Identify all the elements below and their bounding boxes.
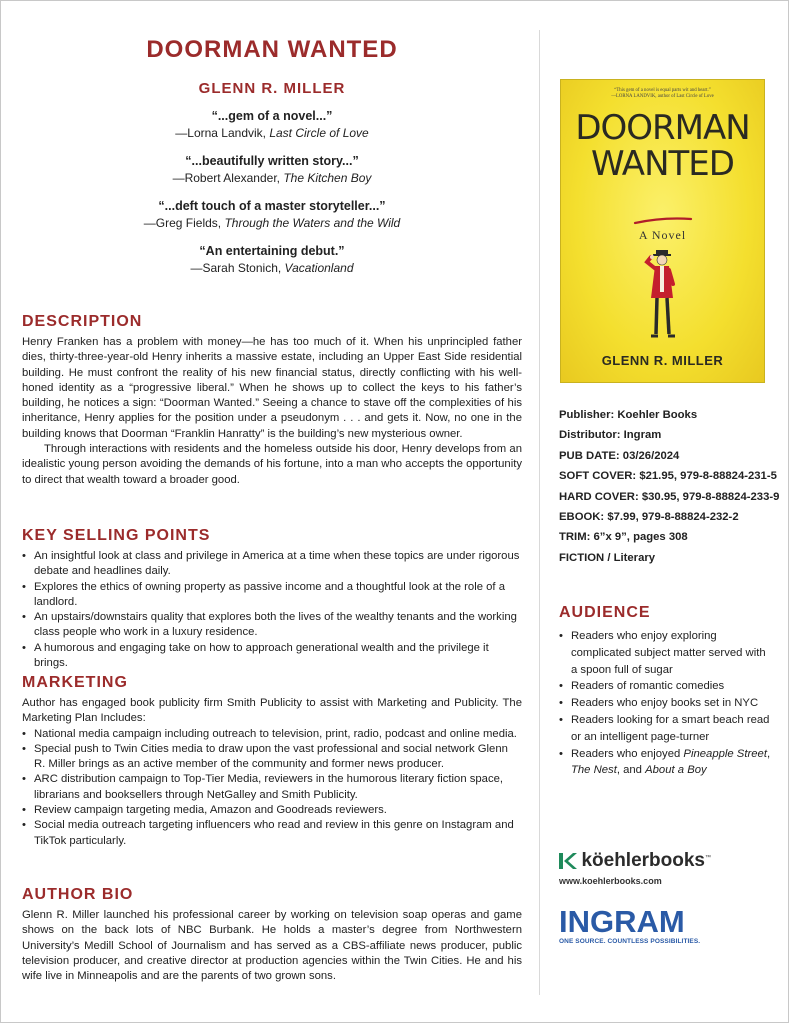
- selling-points-heading: KEY SELLING POINTS: [22, 527, 211, 544]
- description-section: [22, 313, 522, 488]
- blurb-quote: “...deft touch of a master storyteller...”: [158, 199, 386, 213]
- list-item: • An insightful look at class and privilege in America at a time when these topics are under rigorous debate and headlines daily.: [22, 549, 522, 580]
- main-column: [22, 36, 522, 983]
- selling-points-section: [22, 527, 522, 671]
- swoosh-icon: [633, 217, 693, 225]
- blurb: [22, 108, 522, 142]
- list-item: • Readers who enjoyed Pineapple Street, The Nest, and About a Boy: [559, 746, 774, 780]
- list-item: • Readers who enjoy exploring complicated subject matter served with a spoon full of sugar: [559, 628, 774, 678]
- book-author: GLENN R. MILLER: [198, 80, 346, 97]
- blurb-quote: “...beautifully written story...”: [185, 154, 359, 168]
- list-item: • An upstairs/downstairs quality that explores both the lives of the wealthy tenants and the working class people who work in a luxury residence.: [22, 610, 522, 641]
- cover-quote: “This gem of a novel is equal parts wit and heart.” —LORNA LANDVIK, author of Last Circle of Love: [611, 88, 714, 99]
- column-divider: [539, 30, 540, 995]
- koehler-books-logo: [559, 850, 711, 886]
- trim: TRIM: 6”x 9”, pages 308: [559, 531, 688, 544]
- koehler-mark-icon: [559, 853, 577, 869]
- blurb: [22, 153, 522, 187]
- list-item: • Readers looking for a smart beach read or an intelligent page-turner: [559, 712, 774, 746]
- ingram-tagline: ONE SOURCE. COUNTLESS POSSIBILITIES.: [559, 938, 701, 945]
- audience-list: [559, 628, 774, 779]
- audience-heading: AUDIENCE: [559, 604, 651, 621]
- koehler-name: köehlerbooks: [581, 850, 705, 871]
- koehler-url: www.koehlerbooks.com: [559, 876, 662, 886]
- blurb: [22, 243, 522, 277]
- genre: FICTION / Literary: [559, 551, 656, 564]
- selling-points-list: [22, 549, 522, 671]
- blurb: [22, 198, 522, 232]
- author-bio-section: [22, 886, 522, 984]
- blurb-source: —Greg Fields, Through the Waters and the Wild: [143, 216, 401, 230]
- blurb-source: —Lorna Landvik, Last Circle of Love: [175, 126, 369, 140]
- doorman-figure-icon: [631, 248, 695, 348]
- marketing-section: [22, 674, 522, 849]
- hard-cover: HARD COVER: $30.95, 979-8-88824-233-9: [559, 490, 780, 503]
- blurb-source: —Robert Alexander, The Kitchen Boy: [172, 171, 372, 185]
- publisher: Publisher: Koehler Books: [559, 409, 698, 421]
- marketing-list: [22, 727, 522, 849]
- blurb-quote: “...gem of a novel...”: [211, 109, 333, 123]
- blurb-source: —Sarah Stonich, Vacationland: [190, 261, 354, 275]
- list-item: • National media campaign including outreach to television, print, radio, podcast and online media.: [22, 727, 522, 742]
- marketing-heading: MARKETING: [22, 674, 128, 691]
- cover-author: GLENN R. MILLER: [601, 353, 724, 368]
- description-paragraph: Henry Franken has a problem with money—he has too much of it. When his unprincipled father dies, thirty-three-year-old Henry inherits a massive estate, including an Upper East Side residential building. He must confront the reality of his new financial status, directly conflicting with his well-honed identity as a “progressive liberal.” When he shows up to collect the keys to his father’s building, he notices a sign: “Doorman Wanted.” Seeing a chance to stave off the complexities of his inheritance, Henry applies for the position under a pseudonym . . . and gets it. Now, no one in the building knows that Doorman “Franklin Hanratty” is the building’s new mysterious owner.: [22, 336, 522, 440]
- list-item: • Readers of romantic comedies: [559, 678, 774, 695]
- cover-title: DOORMAN WANTED: [575, 108, 750, 184]
- publication-details: [559, 405, 780, 568]
- list-item: • Social media outreach targeting influencers who read and review in this genre on Instagram and TikTok particularly.: [22, 818, 522, 849]
- distributor: Distributor: Ingram: [559, 429, 662, 442]
- list-item: • Review campaign targeting media, Amazon and Goodreads reviewers.: [22, 803, 522, 818]
- soft-cover: SOFT COVER: $21.95, 979-8-88824-231-5: [559, 470, 777, 483]
- author-bio-text: Glenn R. Miller launched his professional career by working on television soap operas and game shows on the back lots of NBC Burbank. He holds a master’s degree from Northwestern University’s Medill School of Journalism and has served as a CBS-affiliate news producer, public television producer, and creative director at production agencies within the Twin Cities. He and his wife live in Minneapolis and are the parents of two grown sons.: [22, 909, 522, 983]
- list-item: • ARC distribution campaign to Top-Tier Media, reviewers in the humorous literary fiction space, librarians and booksellers through NetGalley and Smith Publicity.: [22, 772, 522, 803]
- description-paragraph: Through interactions with residents and the homeless outside his door, Henry develops from an idealistic young person avoiding the demands of his fortune, into a man who accepts the opportunity to direct that wealth toward a broader good.: [22, 443, 522, 486]
- book-title: DOORMAN WANTED: [146, 36, 398, 63]
- marketing-intro: Author has engaged book publicity firm Smith Publicity to assist with Marketing and Publicity. The Marketing Plan Includes:: [22, 697, 522, 725]
- pub-date: PUB DATE: 03/26/2024: [559, 449, 680, 462]
- list-item: • Special push to Twin Cities media to draw upon the vast professional and social network Glenn R. Miller brings as an active member of the community and former news producer.: [22, 742, 522, 773]
- list-item: • Readers who enjoy books set in NYC: [559, 695, 774, 712]
- ingram-logo: [559, 906, 700, 945]
- description-heading: DESCRIPTION: [22, 313, 143, 330]
- list-item: • A humorous and engaging take on how to approach generational wealth and the privilege it brings.: [22, 641, 522, 672]
- ingram-name: INGRAM: [559, 904, 685, 939]
- list-item: • Explores the ethics of owning property as passive income and a thoughtful look at the role of a landlord.: [22, 580, 522, 611]
- audience-section: [559, 604, 774, 779]
- trademark: ™: [705, 854, 711, 861]
- blurb-quote: “An entertaining debut.”: [199, 244, 345, 258]
- cover-subtitle: A Novel: [638, 228, 687, 242]
- book-cover-image: [560, 79, 765, 383]
- ebook: EBOOK: $7.99, 979-8-88824-232-2: [559, 511, 739, 524]
- author-bio-heading: AUTHOR BIO: [22, 886, 134, 903]
